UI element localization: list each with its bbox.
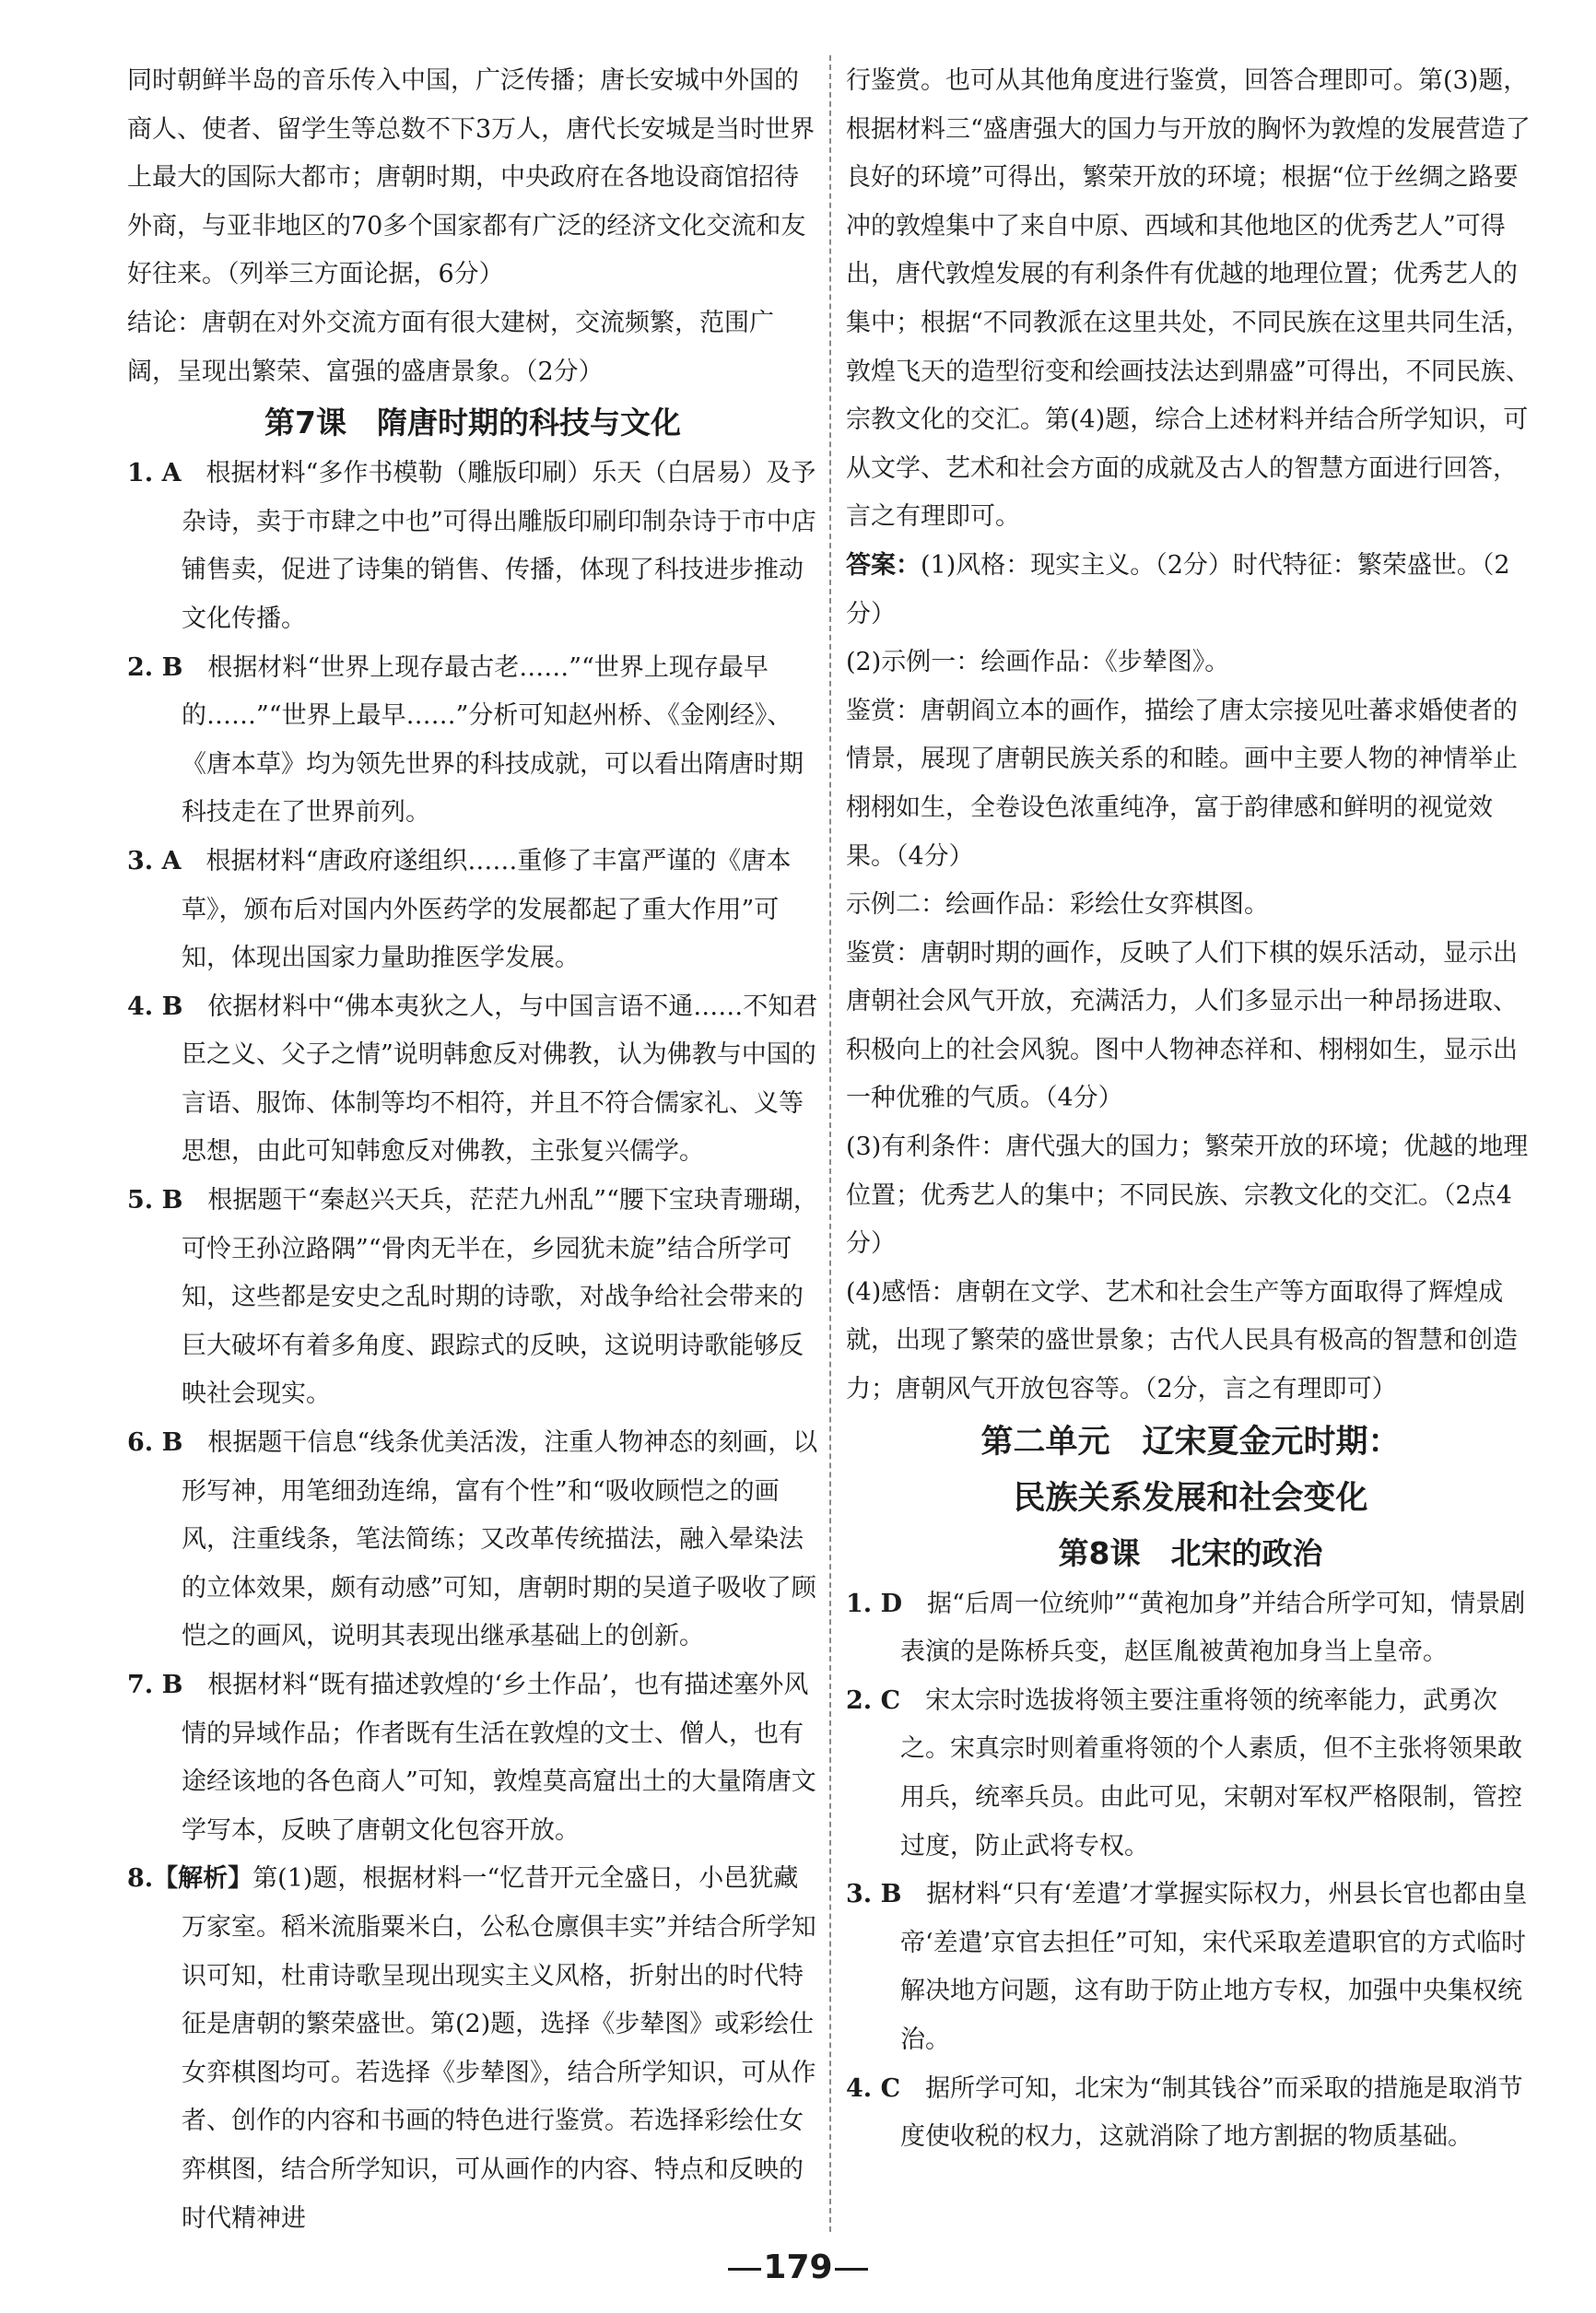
item-number: 2. B [127, 652, 183, 682]
answer-item [127, 1419, 818, 1661]
lesson-7-title: 第7课 隋唐时期的科技与文化 [264, 405, 681, 441]
answer-item [127, 983, 818, 1177]
continued-paragraph: 同时朝鲜半岛的音乐传入中国，广泛传播；唐长安城中外国的商人、使者、留学生等总数不下3万人，唐代长安城是当时世界上最大的国际大都市；唐朝时期，中央政府在各地设商馆招待外商，与亚非地区的70多个国家都有广泛的经济文化交流和友好往来。（列举三方面论据，6分） [127, 66, 816, 289]
continued-paragraph: 行鉴赏。也可从其他角度进行鉴赏，回答合理即可。第(3)题，根据材料三“盛唐强大的国力与开放的胸怀为敦煌的发展营造了良好的环境”可得出，繁荣开放的环境；根据“位于丝绸之路要冲的敦煌集中了来自中原、西域和其他地区的优秀艺人”可得出，唐代敦煌发展的有利条件有优越的地理位置；优秀艺人的集中；根据“不同教派在这里共处，不同民族在这里共同生活，敦煌飞天的造型衍变和绘画技法达到鼎盛”可得出，不同民族、宗教文化的交汇。第(4)题，综合上述材料并结合所学知识，可从文学、艺术和社会方面的成就及古人的智慧方面进行回答，言之有理即可。 [846, 66, 1531, 532]
item-number: 1. A [127, 459, 182, 488]
left-column [127, 57, 818, 2243]
item-number: 6. B [127, 1428, 183, 1458]
answer-label: 答案： [846, 550, 921, 580]
item-text: 根据材料“多作书模勒（雕版印刷）乐天（白居易）及予杂诗，卖于市肆之中也”可得出雕版印刷印制杂诗于市中店铺售卖，促进了诗集的销售、传播，体现了科技进步推动文化传播。 [182, 459, 816, 633]
example-1-title: (2)示例一：绘画作品：《步辇图》。 [846, 648, 1230, 677]
answer-item [846, 1580, 1535, 1677]
answer-item [127, 644, 818, 838]
answer-item [127, 450, 818, 643]
item-number: 3. B [846, 1880, 902, 1909]
item-text: 根据材料“世界上现存最古老……”“世界上现存最早的……”“世界上最早……”分析可知赵州桥、《金刚经》、《唐本草》均为领先世界的科技成就，可以看出隋唐时期科技走在了世界前列。 [182, 652, 804, 828]
unit-title-line-1: 第二单元 辽宋夏金元时期： [980, 1423, 1401, 1461]
answer-4: (4)感悟：唐朝在文学、艺术和社会生产等方面取得了辉煌成就，出现了繁荣的盛世景象；古代人民具有极高的智慧和创造力；唐朝风气开放包容等。（2分，言之有理即可） [846, 1277, 1518, 1404]
lesson-8-title: 第8课 北宋的政治 [1058, 1534, 1323, 1571]
item-number: 3. A [127, 846, 182, 875]
answer-item [127, 1661, 818, 1855]
answer-3: (3)有利条件：唐代强大的国力；繁荣开放的环境；优越的地理位置；优秀艺人的集中；不同民族、宗教文化的交汇。（2点4分） [846, 1133, 1529, 1259]
page-number [0, 2248, 1596, 2286]
item-number: 2. C [846, 1685, 901, 1715]
item-number: 4. C [846, 2073, 901, 2103]
example-2-title: 示例二：绘画作品：彩绘仕女弈棋图。 [846, 890, 1269, 920]
answer-text: (1)风格：现实主义。（2分）时代特征：繁荣盛世。（2分） [846, 550, 1510, 628]
dash-left [728, 2268, 761, 2271]
item-text: 宋太宗时选拔将领主要注重将领的统率能力，武勇次之。宋真宗时则着重将领的个人素质，但不主张将领果敢用兵，统率兵员。由此可见，宋朝对军权严格限制，管控过度，防止武将专权。 [900, 1685, 1522, 1861]
right-column [846, 57, 1535, 2162]
item-text: 第(1)题，根据材料一“忆昔开元全盛日，小邑犹藏万家室。稻米流脂粟米白，公私仓廪俱丰实”并结合所学知识可知，杜甫诗歌呈现出现实主义风格，折射出的时代特征是唐朝的繁荣盛世。第(2)题，选择《步辇图》或彩绘仕女弈棋图均可。若选择《步辇图》，结合所学知识，可从作者、创作的内容和书画的特色进行鉴赏。若选择彩绘仕女弈棋图，结合所学知识，可从画作的内容、特点和反映的时代精神进 [182, 1864, 816, 2233]
dash-right [835, 2268, 868, 2271]
unit-title-line-2: 民族关系发展和社会变化 [1013, 1479, 1368, 1517]
item-text: 据所学可知，北宋为“制其钱谷”而采取的措施是取消节度使收税的权力，这就消除了地方割据的物质基础。 [900, 2073, 1523, 2152]
answer-item [127, 1855, 818, 2243]
page-number-text: 179 [763, 2248, 833, 2286]
item-number: 5. B [127, 1186, 183, 1215]
example-1-text: 鉴赏：唐朝阎立本的画作，描绘了唐太宗接见吐蕃求婚使者的情景，展现了唐朝民族关系的和睦。画中主要人物的神情举止栩栩如生，全卷设色浓重纯净，富于韵律感和鲜明的视觉效果。（4分） [846, 696, 1518, 871]
item-number: 7. B [127, 1671, 183, 1699]
example-2-text: 鉴赏：唐朝时期的画作，反映了人们下棋的娱乐活动，显示出唐朝社会风气开放，充满活力，人们多显示出一种昂扬进取、积极向上的社会风貌。图中人物神态祥和、栩栩如生，显示出一种优雅的气质。（4分） [846, 938, 1518, 1113]
item-text: 根据材料“唐政府遂组织……重修了丰富严谨的《唐本草》，颁布后对国内外医药学的发展都起了重大作用”可知，体现出国家力量助推医学发展。 [182, 846, 792, 973]
answer-item [846, 2065, 1535, 2162]
column-divider [829, 55, 831, 2232]
answer-item [127, 1177, 818, 1419]
item-text: 依据材料中“佛本夷狄之人，与中国言语不通……不知君臣之义、父子之情”说明韩愈反对佛教，认为佛教与中国的言语、服饰、体制等均不相符，并且不符合儒家礼、义等思想，由此可知韩愈反对佛教，主张复兴儒学。 [182, 992, 818, 1167]
item-number: 1. D [846, 1589, 903, 1618]
answer-paragraph [846, 542, 1535, 639]
item-text: 根据材料“既有描述敦煌的‘乡土作品’，也有描述塞外风情的异域作品；作者既有生活在敦煌的文士、僧人，也有途经该地的各色商人”可知，敦煌莫高窟出土的大量隋唐文学写本，反映了唐朝文化包容开放。 [182, 1671, 816, 1845]
answer-item [846, 1677, 1535, 1871]
item-text: 根据题干信息“线条优美活泼，注重人物神态的刻画，以形写神，用笔细劲连绵，富有个性”和“吸收顾恺之的画风，注重线条，笔法简练；又改革传统描法，融入晕染法的立体效果，颇有动感”可知，唐朝时期的吴道子吸收了顾恺之的画风，说明其表现出继承基础上的创新。 [182, 1428, 818, 1651]
conclusion-paragraph: 结论：唐朝在对外交流方面有很大建树，交流频繁，范围广阔，呈现出繁荣、富强的盛唐景象。（2分） [127, 308, 774, 386]
item-text: 据材料“只有‘差遣’才掌握实际权力，州县长官也都由皇帝‘差遣’京官去担任”可知，宋代采取差遣职官的方式临时解决地方问题，这有助于防止地方专权，加强中央集权统治。 [900, 1880, 1528, 2054]
item-text: 根据题干“秦赵兴天兵，茫茫九州乱”“腰下宝玦青珊瑚，可怜王孙泣路隅”“骨肉无半在，乡园犹未旋”结合所学可知，这些都是安史之乱时期的诗歌，对战争给社会带来的巨大破坏有着多角度、跟踪式的反映，这说明诗歌能够反映社会现实。 [182, 1186, 818, 1409]
answer-item [846, 1871, 1535, 2064]
answer-item [127, 838, 818, 983]
item-text: 据“后周一位统帅”“黄袍加身”并结合所学可知，情景剧表演的是陈桥兵变，赵匡胤被黄袍加身当上皇帝。 [900, 1589, 1526, 1667]
item-number: 8.【解析】 [127, 1864, 253, 1894]
item-number: 4. B [127, 992, 183, 1021]
